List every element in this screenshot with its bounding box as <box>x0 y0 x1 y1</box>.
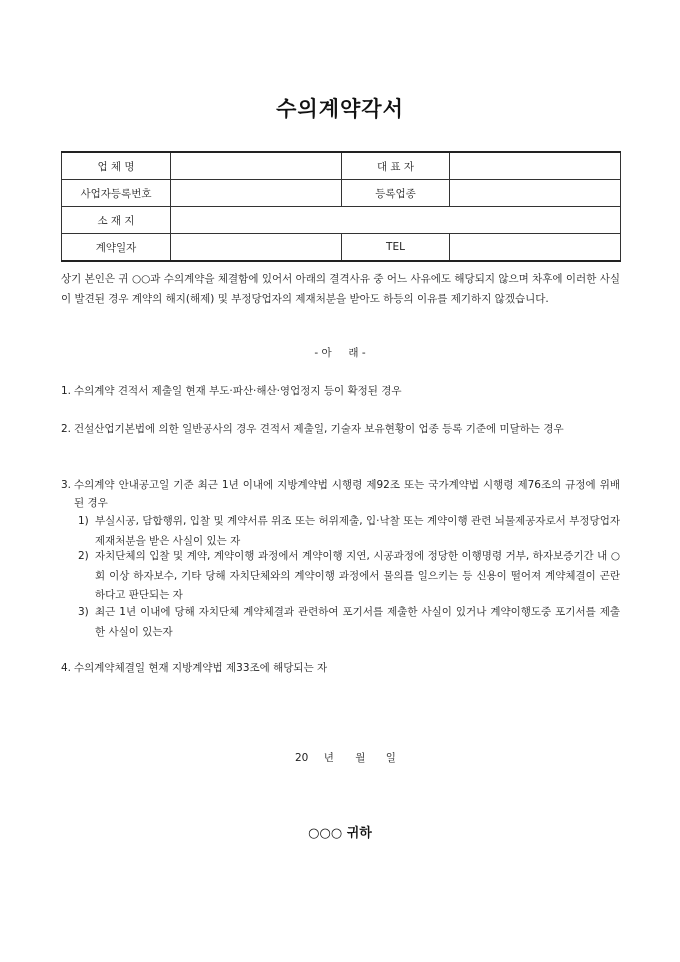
business-reg-no-label: 사업자등록번호 <box>62 180 171 207</box>
recipient-line: ○○○ 귀하 <box>308 826 372 841</box>
representative-field[interactable] <box>450 152 621 180</box>
sub-item-text: 최근 1년 이내에 당해 자치단체 계약체결과 관련하여 포기서를 제출한 사실이 있거나 계약이행도중 포기서를 제출한 사실이 있는자 <box>95 606 620 638</box>
business-reg-no-field[interactable] <box>171 180 342 207</box>
sub-item-text: 부실시공, 담합행위, 입찰 및 계약서류 위조 또는 허위제출, 입·낙찰 또는 계약이행 관련 뇌물제공자로서 부정당업자 제재처분을 받은 사실이 있는 자 <box>95 515 620 547</box>
sub-item-number: 3) <box>78 606 89 618</box>
sub-list-item <box>78 547 620 606</box>
address-field[interactable] <box>171 207 621 234</box>
date-month-unit: 월 <box>355 752 366 764</box>
contract-date-field[interactable] <box>171 234 342 262</box>
sub-list-item <box>78 512 620 551</box>
section-heading: - 아 래 - <box>314 347 366 359</box>
tel-field[interactable] <box>450 234 621 262</box>
date-year: 20 <box>295 752 309 764</box>
item-number: 3. <box>61 479 72 491</box>
document-title: 수의계약각서 <box>276 97 404 121</box>
sub-item-text: 자치단체의 입찰 및 계약, 계약이행 과정에서 계약이행 지연, 시공과정에 정당한 이행명령 거부, 하자보증기간 내 ○회 이상 하자보수, 기타 당해 자치단체와의 계약이행 과정에서 물의를 일으키는 등 신용이 떨어져 계약체결이 곤란하다고 판단되는 자 <box>95 550 620 601</box>
sub-item-number: 2) <box>78 550 89 562</box>
date-day-unit: 일 <box>385 752 396 764</box>
intro-paragraph: 상기 본인은 귀 ○○과 수의계약을 체결함에 있어서 아래의 결격사유 중 어느 사유에도 해당되지 않으며 차후에 이러한 사실이 발견된 경우 계약의 해지(해제) 및 부정당업자의 제재처분을 받아도 하등의 이유를 제기하지 않겠습니다. <box>61 273 620 305</box>
sub-list-item <box>78 603 620 642</box>
date-line <box>295 750 396 765</box>
item-text: 건설산업기본법에 의한 일반공사의 경우 견적서 제출일, 기술자 보유현황이 업종 등록 기준에 미달하는 경우 <box>74 423 564 435</box>
item-number: 1. <box>61 385 72 397</box>
registered-business-field[interactable] <box>450 180 621 207</box>
table-row <box>62 180 621 207</box>
date-year-unit: 년 <box>323 752 334 764</box>
item-text: 수의계약 견적서 제출일 현재 부도·파산·해산·영업정지 등이 확정된 경우 <box>74 385 402 397</box>
sub-item-number: 1) <box>78 515 89 527</box>
representative-label: 대 표 자 <box>342 152 450 180</box>
contractor-info-table <box>61 151 621 262</box>
table-row <box>62 207 621 234</box>
item-number: 4. <box>61 662 72 674</box>
list-item <box>61 476 620 512</box>
table-row <box>62 234 621 262</box>
item-number: 2. <box>61 423 72 435</box>
table-row <box>62 152 621 180</box>
tel-label: TEL <box>342 234 450 262</box>
list-item <box>61 659 620 677</box>
list-item <box>61 420 620 438</box>
contract-date-label: 계약일자 <box>62 234 171 262</box>
item-text: 수의계약 안내공고일 기준 최근 1년 이내에 지방계약법 시행령 제92조 또는 국가계약법 시행령 제76조의 규정에 위배된 경우 <box>74 479 620 509</box>
list-item <box>61 382 620 400</box>
company-name-label: 업 체 명 <box>62 152 171 180</box>
address-label: 소 재 지 <box>62 207 171 234</box>
item-text: 수의계약체결일 현재 지방계약법 제33조에 해당되는 자 <box>74 662 328 674</box>
registered-business-label: 등록업종 <box>342 180 450 207</box>
company-name-field[interactable] <box>171 152 342 180</box>
